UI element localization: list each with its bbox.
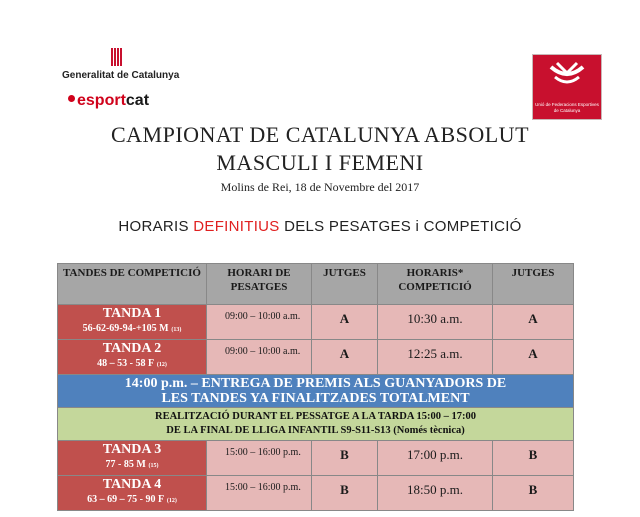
table-row bbox=[58, 441, 574, 476]
tanda-cell: TANDA 3 77 - 85 M (15) bbox=[58, 441, 207, 476]
competicio-cell: 12:25 a.m. bbox=[378, 340, 493, 375]
competicio-cell: 17:00 p.m. bbox=[378, 441, 493, 476]
awards-row bbox=[58, 375, 574, 408]
jutges-cell: A bbox=[312, 340, 378, 375]
table-header-row bbox=[58, 264, 574, 305]
jutges-cell: B bbox=[493, 441, 574, 476]
tanda-cell: TANDA 1 56-62-69-94-+105 M (13) bbox=[58, 305, 207, 340]
generalitat-label: Generalitat de Catalunya bbox=[62, 70, 180, 81]
table-row bbox=[58, 476, 574, 511]
awards-cell: 14:00 p.m. – ENTREGA DE PREMIS ALS GUANYADORS DE LES TANDES YA FINALITZADES TOTALMENT bbox=[58, 375, 574, 408]
ufec-label: Unió de Federacions Esportives de Catalunya bbox=[535, 102, 599, 113]
jutges-cell: A bbox=[312, 305, 378, 340]
location-date: Molins de Rei, 18 de Novembre del 2017 bbox=[220, 180, 420, 194]
table-row bbox=[58, 305, 574, 340]
competicio-cell: 18:50 p.m. bbox=[378, 476, 493, 511]
ufec-emblem-icon bbox=[547, 61, 587, 87]
pesatges-cell: 15:00 – 16:00 p.m. bbox=[207, 476, 312, 511]
jutges-cell: B bbox=[312, 441, 378, 476]
esportcat-logo: esportcat bbox=[68, 92, 149, 110]
championship-title: CAMPIONAT DE CATALUNYA ABSOLUT bbox=[110, 122, 530, 147]
championship-subtitle: MASCULI I FEMENI bbox=[216, 150, 424, 175]
pesatges-cell: 09:00 – 10:00 a.m. bbox=[207, 305, 312, 340]
jutges-cell: A bbox=[493, 340, 574, 375]
infantil-cell: REALITZACIÓ DURANT EL PESSATGE A LA TARDA 15:00 – 17:00 DE LA FINAL DE LLIGA INFANTIL S9-S11-S13 (Només tècnica) bbox=[58, 408, 574, 441]
ufec-logo bbox=[532, 54, 602, 120]
header-horaris-competicio: HORARIS* COMPETICIÓ bbox=[378, 264, 493, 305]
competicio-cell: 10:30 a.m. bbox=[378, 305, 493, 340]
pesatges-cell: 09:00 – 10:00 a.m. bbox=[207, 340, 312, 375]
infantil-row bbox=[58, 408, 574, 441]
senyera-icon bbox=[111, 48, 123, 66]
jutges-cell: A bbox=[493, 305, 574, 340]
schedule-table bbox=[57, 263, 574, 511]
header-jutges: JUTGES bbox=[493, 264, 574, 305]
header-jutges: JUTGES bbox=[312, 264, 378, 305]
schedule-heading: HORARIS DEFINITIUS DELS PESATGES i COMPETICIÓ bbox=[118, 218, 522, 235]
table-row bbox=[58, 340, 574, 375]
tanda-cell: TANDA 4 63 – 69 – 75 - 90 F (12) bbox=[58, 476, 207, 511]
definitius-highlight: DEFINITIUS bbox=[193, 218, 280, 235]
header-horari-pesatges: HORARI DE PESATGES bbox=[207, 264, 312, 305]
header-tandes: TANDES DE COMPETICIÓ bbox=[58, 264, 207, 305]
pesatges-cell: 15:00 – 16:00 p.m. bbox=[207, 441, 312, 476]
tanda-cell: TANDA 2 48 – 53 - 58 F (12) bbox=[58, 340, 207, 375]
ball-icon bbox=[68, 95, 75, 102]
jutges-cell: B bbox=[312, 476, 378, 511]
jutges-cell: B bbox=[493, 476, 574, 511]
